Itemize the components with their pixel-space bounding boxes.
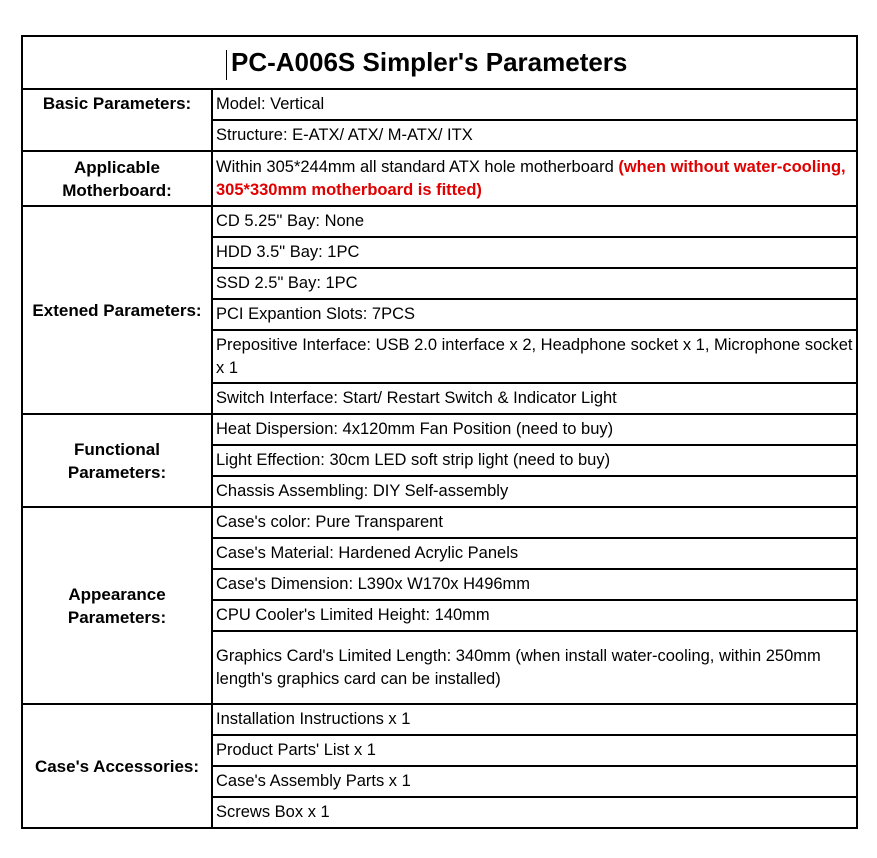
row-cpu-cooler-height: CPU Cooler's Limited Height: 140mm [212,600,857,631]
row-assembly-parts: Case's Assembly Parts x 1 [212,766,857,797]
row-ssd-bay: SSD 2.5" Bay: 1PC [212,268,857,299]
section-label-appearance: Appearance Parameters: [22,507,212,704]
row-product-parts-list: Product Parts' List x 1 [212,735,857,766]
title-text: PC-A006S Simpler's Parameters [231,47,628,77]
row-case-color: Case's color: Pure Transparent [212,507,857,538]
section-label-accessories: Case's Accessories: [22,704,212,828]
row-structure: Structure: E-ATX/ ATX/ M-ATX/ ITX [212,120,857,151]
motherboard-note: (when without water-cooling, 305*330mm motherboard is fitted) [216,157,846,199]
row-graphics-card-length: Graphics Card's Limited Length: 340mm (when install water-cooling, within 250mm length's graphics card can be installed) [212,631,857,704]
row-chassis-assembling: Chassis Assembling: DIY Self-assembly [212,476,857,507]
row-prepositive-interface: Prepositive Interface: USB 2.0 interface x 2, Headphone socket x 1, Microphone socket x 1 [212,330,857,383]
row-cd-bay: CD 5.25" Bay: None [212,206,857,237]
section-label-functional: Functional Parameters: [22,414,212,507]
row-case-material: Case's Material: Hardened Acrylic Panels [212,538,857,569]
row-light-effection: Light Effection: 30cm LED soft strip light (need to buy) [212,445,857,476]
row-hdd-bay: HDD 3.5" Bay: 1PC [212,237,857,268]
row-switch-interface: Switch Interface: Start/ Restart Switch & Indicator Light [212,383,857,414]
table-title [22,36,857,89]
row-heat-dispersion: Heat Dispersion: 4x120mm Fan Position (need to buy) [212,414,857,445]
row-motherboard [212,151,857,206]
section-label-basic: Basic Parameters: [22,89,212,151]
section-label-extened: Extened Parameters: [22,206,212,414]
row-installation-instructions: Installation Instructions x 1 [212,704,857,735]
section-label-motherboard: Applicable Motherboard: [22,151,212,206]
text-cursor [226,50,227,80]
row-model: Model: Vertical [212,89,857,120]
row-pci-slots: PCI Expantion Slots: 7PCS [212,299,857,330]
row-case-dimension: Case's Dimension: L390x W170x H496mm [212,569,857,600]
motherboard-text: Within 305*244mm all standard ATX hole motherboard [216,157,619,176]
parameters-table [21,35,858,829]
row-screws-box: Screws Box x 1 [212,797,857,828]
